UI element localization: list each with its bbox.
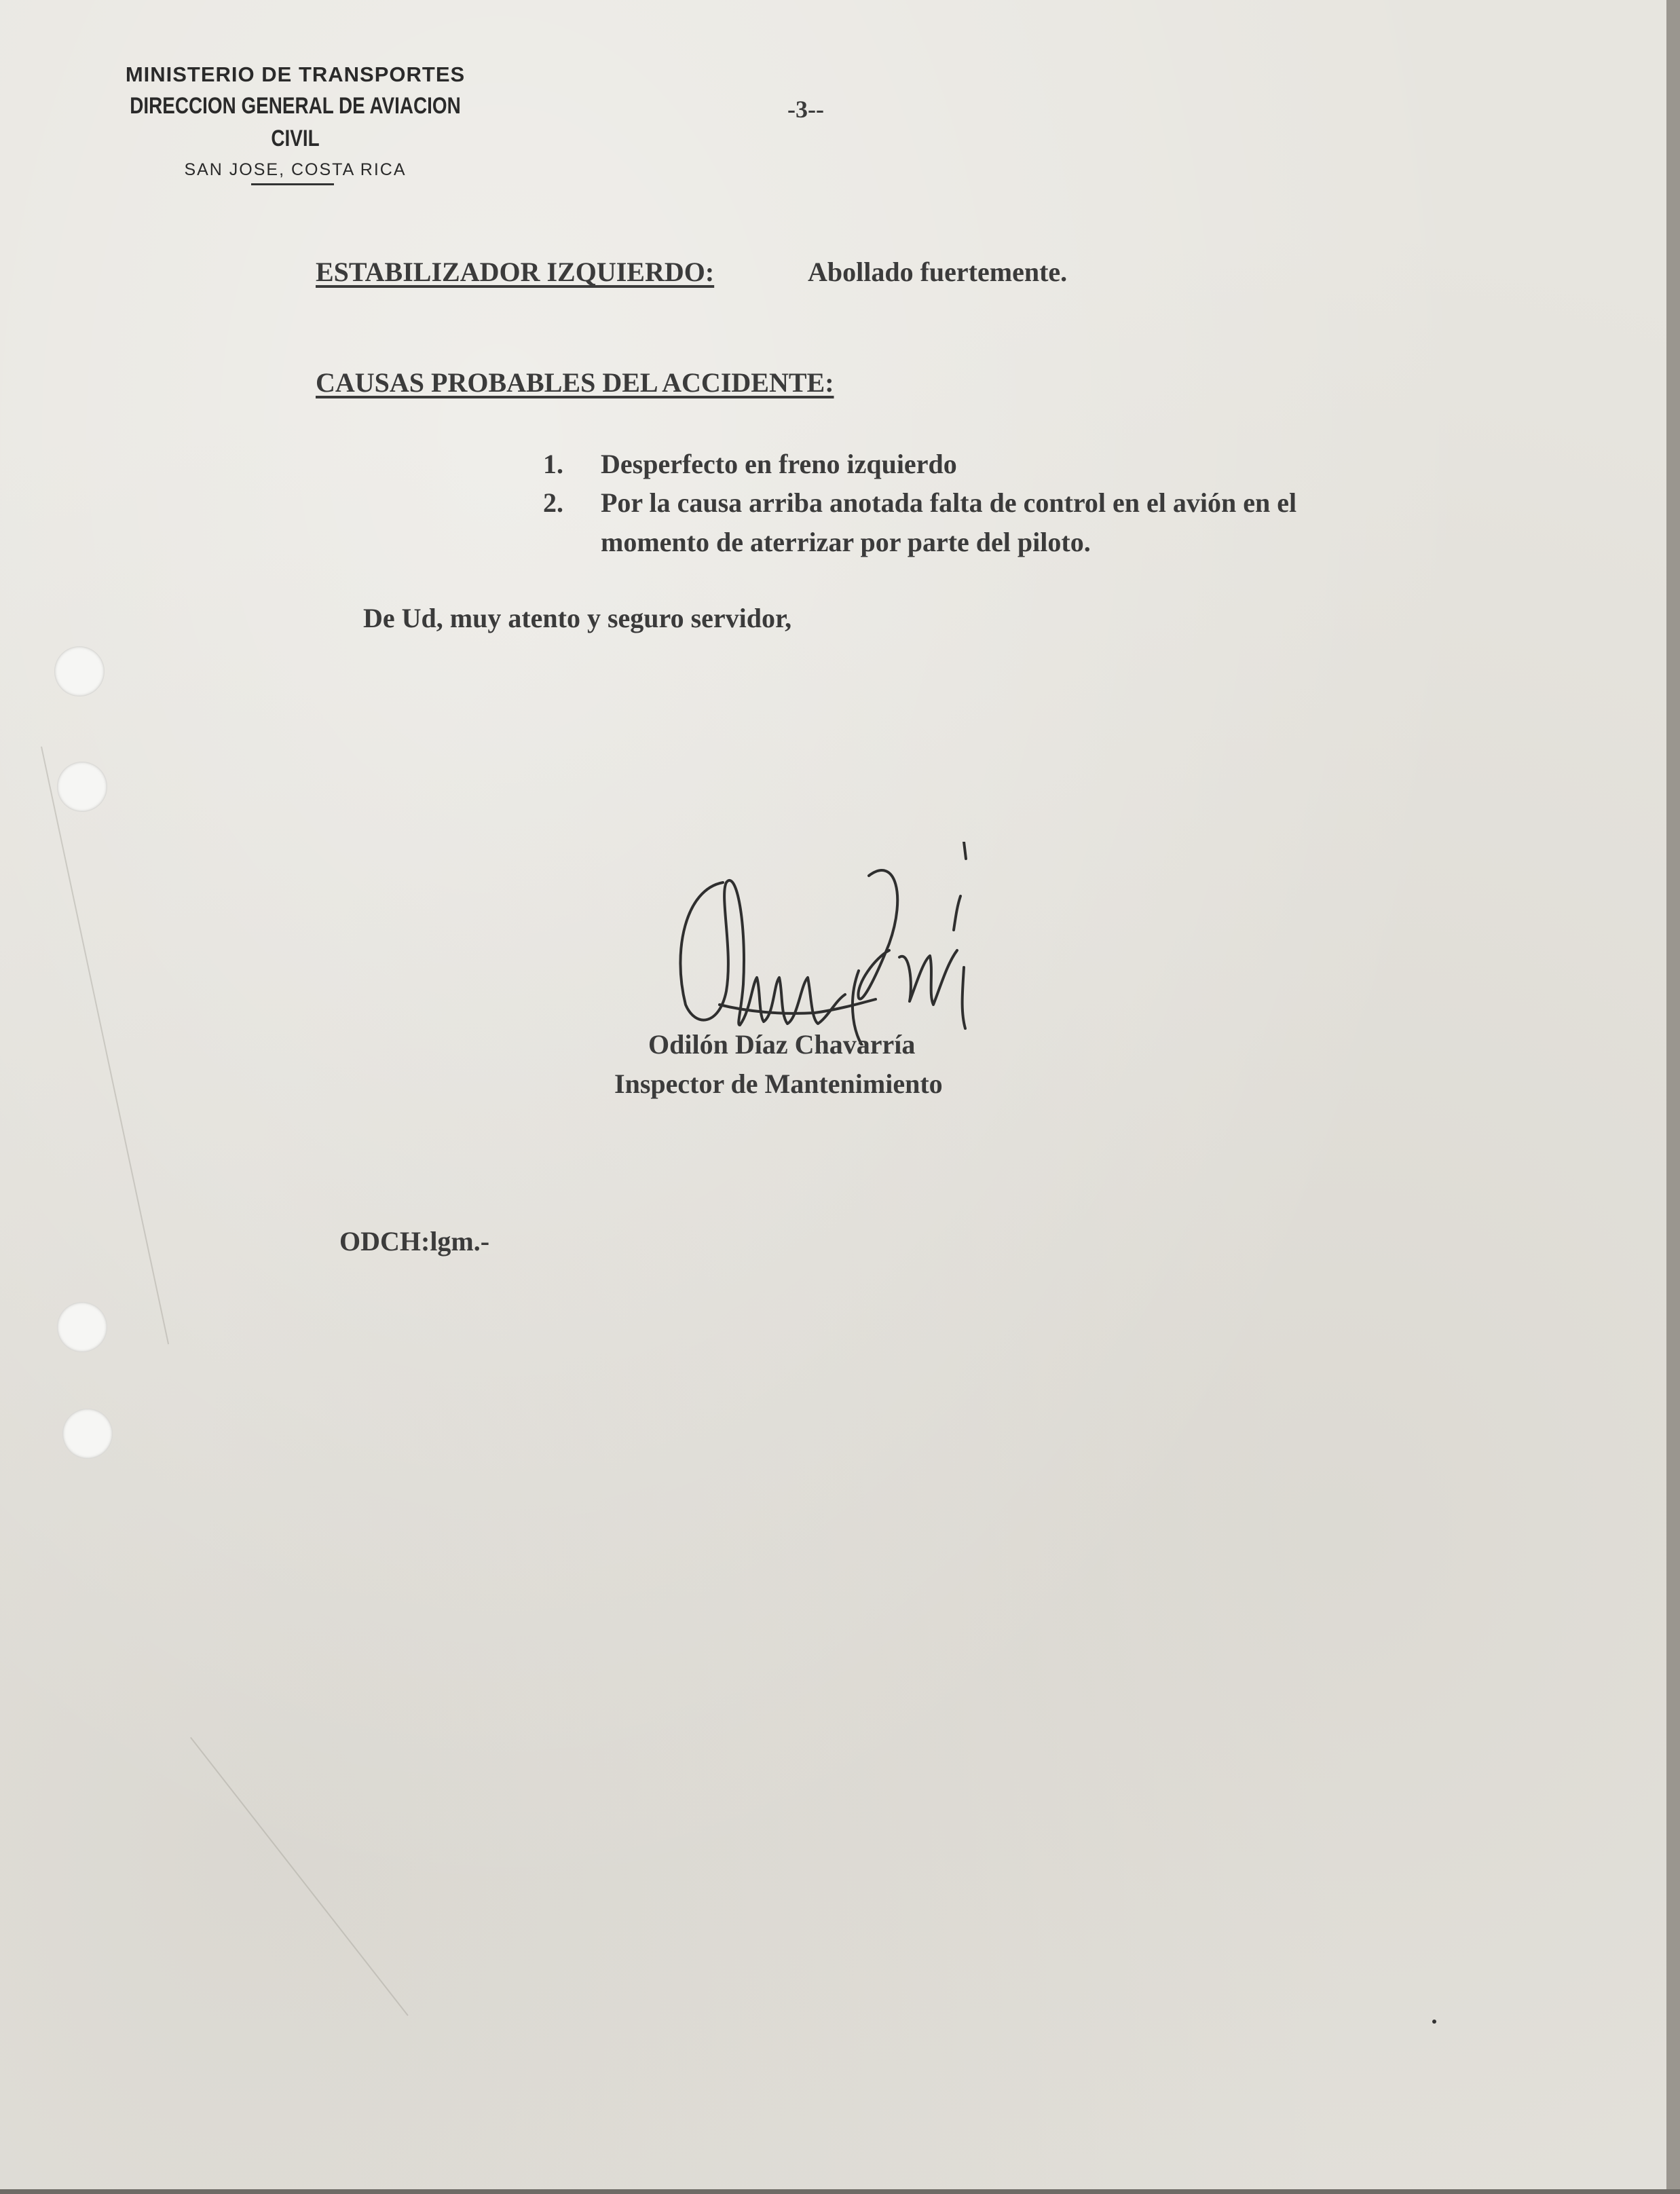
stabilizer-label: ESTABILIZADOR IZQUIERDO: bbox=[316, 257, 715, 287]
signatory-name: Odilón Díaz Chavarría bbox=[648, 1029, 916, 1060]
paper-crease bbox=[41, 747, 169, 1345]
cause-text: Desperfecto en freno izquierdo bbox=[601, 449, 957, 479]
page-edge-shadow bbox=[0, 2189, 1680, 2194]
cause-number: 1. bbox=[543, 449, 563, 479]
letterhead-ministry: MINISTERIO DE TRANSPORTES bbox=[125, 62, 466, 86]
page-edge-shadow bbox=[1666, 0, 1680, 2194]
punch-hole bbox=[57, 762, 107, 812]
handwritten-signature bbox=[672, 842, 1025, 1045]
cause-text: Por la causa arriba anotada falta de control en el avión en el bbox=[601, 487, 1297, 518]
punch-hole bbox=[57, 1302, 107, 1352]
paper-crease bbox=[190, 1737, 409, 2016]
letterhead-directorate: DIRECCION GENERAL DE AVIACION CIVIL bbox=[130, 93, 461, 151]
signatory-title: Inspector de Mantenimiento bbox=[614, 1068, 943, 1099]
cause-text: momento de aterrizar por parte del piloto. bbox=[601, 527, 1091, 557]
letterhead-location: SAN JOSE, COSTA RICA bbox=[184, 160, 407, 179]
closing-salutation: De Ud, muy atento y seguro servidor, bbox=[363, 603, 792, 633]
punch-hole bbox=[62, 1409, 113, 1459]
reference-initials: ODCH:lgm.- bbox=[339, 1226, 490, 1257]
ink-speck bbox=[1432, 2020, 1436, 2024]
punch-hole bbox=[54, 646, 105, 696]
stabilizer-text: Abollado fuertemente. bbox=[808, 257, 1068, 287]
letterhead-rule bbox=[251, 183, 334, 185]
page-number: -3-- bbox=[787, 96, 824, 123]
letterhead bbox=[88, 60, 502, 185]
cause-number: 2. bbox=[543, 487, 563, 518]
causes-heading: CAUSAS PROBABLES DEL ACCIDENTE: bbox=[316, 367, 834, 398]
